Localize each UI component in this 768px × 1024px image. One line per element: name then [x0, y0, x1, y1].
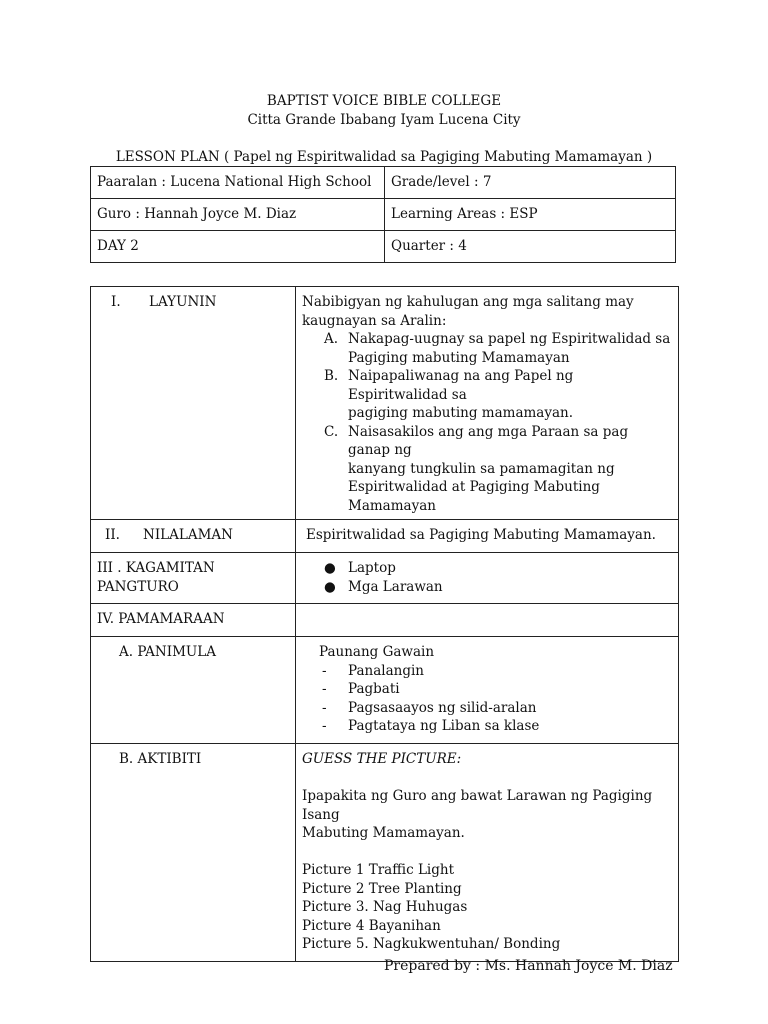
objective-marker: A.	[324, 331, 339, 347]
objective-text: Espiritwalidad at Pagiging Mabuting Mamamayan	[348, 479, 600, 514]
kagamitan-label-line1: III . KAGAMITAN	[97, 560, 215, 576]
list-item	[302, 717, 672, 736]
info-guro: Guro : Hannah Joyce M. Diaz	[91, 199, 385, 231]
objective-item	[302, 330, 672, 367]
nilalaman-label-cell	[91, 520, 296, 553]
kagamitan-content-cell	[296, 553, 679, 604]
aktibiti-label: B. AKTIBITI	[119, 751, 202, 767]
list-item	[302, 559, 672, 578]
objective-marker: B.	[324, 368, 339, 384]
pamamaraan-label: IV. PAMAMARAAN	[97, 611, 225, 627]
nilalaman-numeral: II.	[105, 527, 120, 543]
panimula-content-cell	[296, 637, 679, 744]
lesson-plan-title: LESSON PLAN ( Papel ng Espiritwalidad sa Pagiging Mabuting Mamamayan )	[115, 149, 653, 165]
nilalaman-label: NILALAMAN	[143, 527, 233, 543]
list-item	[302, 680, 672, 699]
activity-text: Pagbati	[348, 681, 400, 697]
dash-marker: -	[322, 662, 327, 679]
dash-marker: -	[322, 718, 327, 734]
list-item	[302, 578, 672, 597]
kagamitan-label-cell	[91, 553, 296, 604]
school-name: BAPTIST VOICE BIBLE COLLEGE	[266, 93, 502, 109]
lesson-plan-table	[90, 286, 679, 962]
activity-text: Panalangin	[348, 662, 424, 679]
aktibiti-instruction-line2: Mabuting Mamamayan.	[302, 825, 465, 841]
row-pamamaraan	[91, 604, 679, 637]
activity-text: Pagsasaayos ng silid-aralan	[348, 699, 537, 716]
nilalaman-content: Espiritwalidad sa Pagiging Mabuting Mamamayan.	[306, 527, 656, 543]
layunin-objectives-list	[302, 330, 672, 515]
dash-marker: -	[322, 699, 327, 716]
picture-item: Picture 1 Traffic Light	[302, 862, 455, 878]
pamamaraan-content-cell	[296, 604, 679, 637]
aktibiti-label-cell	[91, 744, 296, 962]
objective-text: Nakapag-uugnay sa papel ng Espiritwalidad sa	[348, 331, 671, 347]
objective-marker: C.	[324, 423, 339, 440]
pamamaraan-label-cell	[91, 604, 296, 637]
layunin-label: LAYUNIN	[149, 294, 217, 310]
aktibiti-instruction-line1: Ipapakita ng Guro ang bawat Larawan ng Pagiging Isang	[302, 788, 653, 823]
aktibiti-title: GUESS THE PICTURE:	[302, 751, 462, 767]
nilalaman-content-cell	[296, 520, 679, 553]
row-aktibiti	[91, 744, 679, 962]
material-text: Laptop	[348, 560, 396, 576]
layunin-label-cell	[91, 287, 296, 520]
info-quarter: Quarter : 4	[385, 231, 676, 263]
row-kagamitan	[91, 553, 679, 604]
row-panimula	[91, 637, 679, 744]
prepared-by: Prepared by : Ms. Hannah Joyce M. Diaz	[384, 958, 673, 974]
layunin-intro: Nabibigyan ng kahulugan ang mga salitang may kaugnayan sa Aralin:	[302, 294, 634, 329]
aktibiti-content-cell	[296, 744, 679, 962]
picture-item: Picture 5. Nagkukwentuhan/ Bonding	[302, 936, 561, 952]
objective-text: Pagiging mabuting Mamamayan	[348, 349, 570, 366]
info-table	[90, 166, 676, 263]
picture-item: Picture 3. Nag Huhugas	[302, 899, 468, 915]
objective-item	[302, 367, 672, 423]
info-grade-level: Grade/level : 7	[385, 167, 676, 199]
info-paaralan: Paaralan : Lucena National High School	[91, 167, 385, 199]
row-layunin	[91, 287, 679, 520]
kagamitan-label-line2: PANGTURO	[97, 578, 179, 595]
dash-marker: -	[322, 681, 327, 697]
objective-text: Naipapaliwanag na ang Papel ng Espiritwalidad sa	[348, 368, 574, 403]
material-text: Mga Larawan	[348, 578, 443, 595]
school-address: Citta Grande Ibabang Iyam Lucena City	[247, 112, 521, 128]
bullet-icon: ●	[324, 578, 336, 595]
layunin-content-cell	[296, 287, 679, 520]
objective-text: pagiging mabuting mamamayan.	[348, 405, 574, 421]
panimula-label: A. PANIMULA	[119, 644, 216, 660]
objective-text: kanyang tungkulin sa pamamagitan ng	[348, 460, 615, 477]
objective-text: Naisasakilos ang ang mga Paraan sa pag ganap ng	[348, 423, 629, 458]
picture-item: Picture 2 Tree Planting	[302, 880, 462, 897]
row-nilalaman	[91, 520, 679, 553]
kagamitan-list	[302, 559, 672, 596]
info-learning-areas: Learning Areas : ESP	[385, 199, 676, 231]
list-item	[302, 699, 672, 718]
panimula-label-cell	[91, 637, 296, 744]
picture-item: Picture 4 Bayanihan	[302, 917, 441, 934]
objective-item	[302, 423, 672, 516]
panimula-list	[302, 662, 672, 736]
layunin-numeral: I.	[111, 294, 121, 310]
bullet-icon: ●	[324, 560, 336, 576]
panimula-heading: Paunang Gawain	[319, 644, 435, 660]
activity-text: Pagtataya ng Liban sa klase	[348, 718, 540, 734]
info-day: DAY 2	[91, 231, 385, 263]
list-item	[302, 662, 672, 681]
